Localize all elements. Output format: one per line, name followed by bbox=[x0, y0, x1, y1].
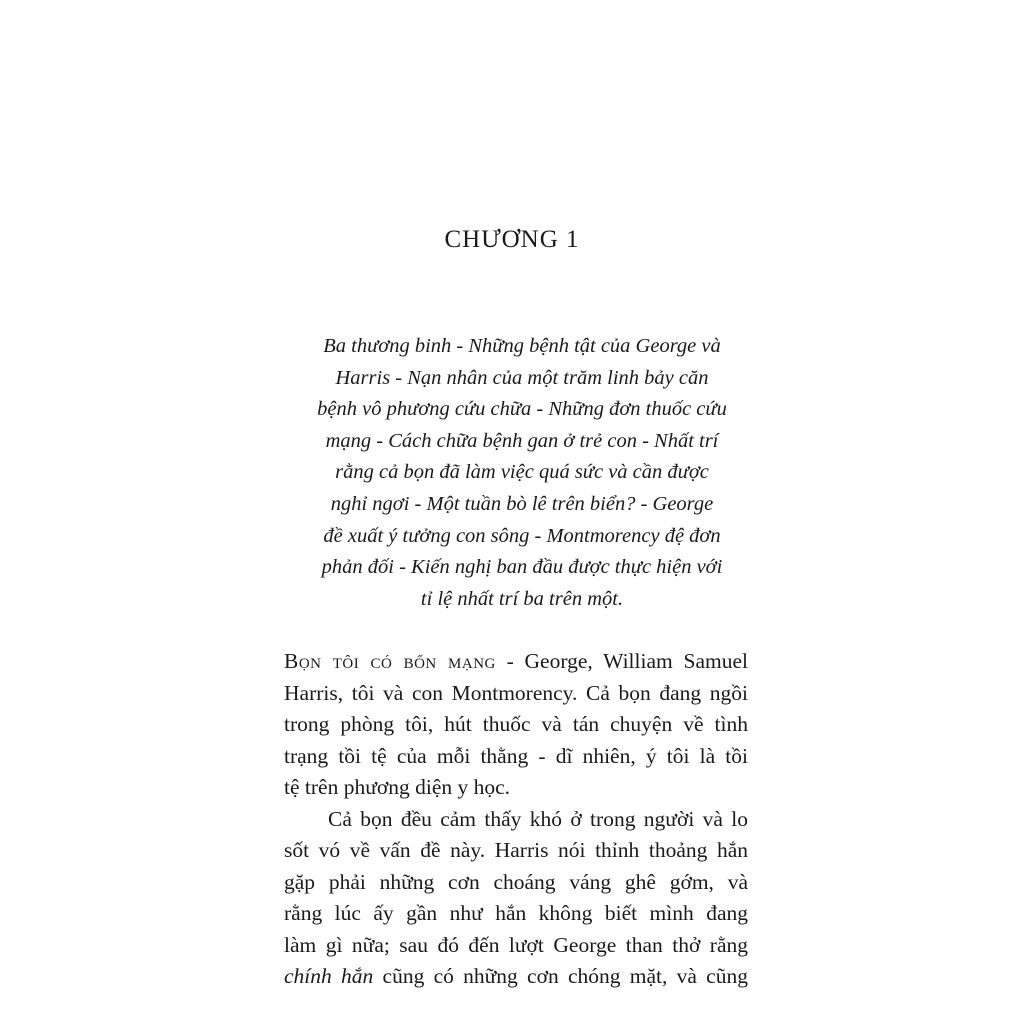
paragraph-2-line: sốt vó về vấn đề này. Harris nói thỉnh thoảng hắn bbox=[284, 838, 748, 862]
chapter-title: CHƯƠNG 1 bbox=[444, 226, 580, 253]
paragraph-2-line: Cả bọn đều cảm thấy khó ở trong người và lo bbox=[328, 806, 748, 831]
summary-line: bệnh vô phương cứu chữa - Những đơn thuốc cứu bbox=[317, 398, 727, 421]
paragraph-1-line: trong phòng tôi, hút thuốc và tán chuyện về tình bbox=[284, 712, 748, 736]
summary-line: mạng - Cách chữa bệnh gan ở trẻ con - Nhất trí bbox=[325, 429, 719, 452]
paragraph-1-line: Harris, tôi và con Montmorency. Cả bọn đang ngồi bbox=[284, 680, 748, 705]
body-text bbox=[284, 646, 748, 993]
summary-line: nghỉ ngơi - Một tuần bò lê trên biển? - George bbox=[330, 492, 714, 515]
summary-line: đề xuất ý tưởng con sông - Montmorency đệ đơn bbox=[323, 524, 721, 547]
opening-smallcaps: Bọn tôi có bốn mạng bbox=[284, 649, 496, 673]
paragraph-2-line: gặp phải những cơn choáng váng ghê gớm, và bbox=[284, 869, 748, 894]
paragraph-2-line: rằng lúc ấy gần như hắn không biết mình đang bbox=[284, 901, 748, 925]
paragraph-2-line-rest: cũng có những cơn chóng mặt, và cũng bbox=[373, 964, 748, 988]
paragraph-1-line-rest: - George, William Samuel bbox=[495, 649, 748, 673]
summary-line: Harris - Nạn nhân của một trăm linh bảy căn bbox=[335, 366, 709, 389]
paragraph-1-line: tệ trên phương diện y học. bbox=[284, 775, 511, 799]
summary-line: Ba thương binh - Những bệnh tật của George và bbox=[323, 335, 721, 357]
summary-line: tỉ lệ nhất trí ba trên một. bbox=[420, 587, 624, 610]
summary-line: rằng cả bọn đã làm việc quá sức và cần được bbox=[335, 461, 709, 484]
paragraph-2-line: làm gì nữa; sau đó đến lượt George than thở rằng bbox=[284, 932, 748, 957]
chapter-summary bbox=[296, 331, 748, 615]
summary-line: phản đối - Kiến nghị ban đầu được thực hiện với bbox=[321, 556, 723, 579]
paragraph-1-line: trạng tồi tệ của mỗi thằng - dĩ nhiên, ý tôi là tồi bbox=[284, 743, 748, 768]
paragraph-2-line bbox=[284, 961, 748, 993]
paragraph-1-line bbox=[284, 646, 748, 678]
emphasis-text: chính hắn bbox=[284, 964, 374, 988]
